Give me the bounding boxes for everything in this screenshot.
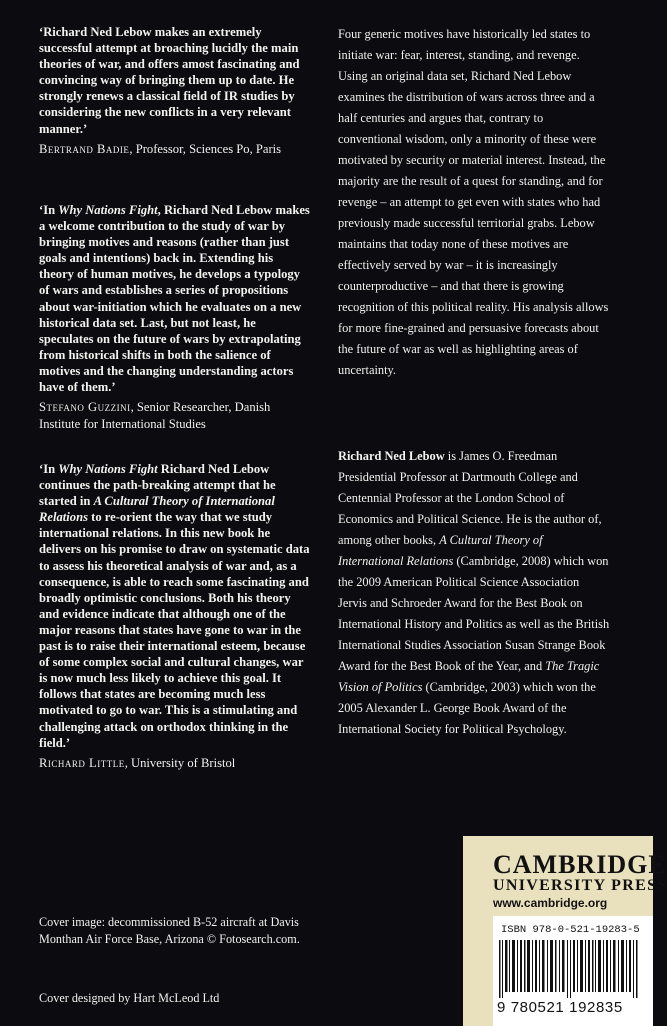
endorser-affiliation: , Professor, Sciences Po, Paris xyxy=(129,141,282,156)
barcode-area xyxy=(493,916,653,1026)
endorsement-3 xyxy=(39,461,311,771)
endorsement-attribution xyxy=(39,399,311,432)
endorser-affiliation: , Senior Researcher, Danish Institute for International Studies xyxy=(39,400,271,431)
publisher-subname: UNIVERSITY PRESS xyxy=(493,877,667,894)
endorsement-quote: ‘In Why Nations Fight Richard Ned Lebow continues the path-breaking attempt that he started in A Cultural Theory of International Relations to re-orient the way that we study international relations. In this new book he delivers on his promise to draw on systematic data to assess his theoretical analysis of war and, as a consequence, is able to reach some fascinating and broadly optimistic conclusions. Both his theory and evidence indicate that although one of the major reasons that states have gone to war in the past is to raise their international esteem, because of some complex social and cultural changes, war is now much less likely to achieve this goal. It follows that states are becoming much less motivated to go to war. This is a stimulating and challenging attack on orthodox thinking in the field.’ xyxy=(39,462,310,750)
publisher-url: www.cambridge.org xyxy=(493,896,608,910)
book-title: Why Nations Fight xyxy=(58,462,158,476)
barcode-digits: 9 780521 192835 xyxy=(497,999,623,1016)
endorsement-quote: ‘In Why Nations Fight, Richard Ned Lebow makes a welcome contribution to the study of war by bringing motives and reasons (rather than just goals and intentions) back in. Extending his theory of human motives, he develops a typology of wars and establishes a series of propositions about war-initiation which he evaluates on a new historical data set. Last, but not least, he speculates on the future of wars by extrapolating from historical shifts in both the salience of motives and the changing understanding actors have of them.’ xyxy=(39,203,310,395)
endorsement-attribution xyxy=(39,755,311,771)
endorser-name: Stefano Guzzini xyxy=(39,400,131,415)
publisher-panel xyxy=(463,836,667,1026)
cover-image-credit: Cover image: decommissioned B-52 aircraft at Davis Monthan Air Force Base, Arizona © Fotosearch.com. xyxy=(39,915,300,946)
endorsement-attribution xyxy=(39,141,311,157)
barcode-icon xyxy=(499,940,659,998)
book-title: A Cultural Theory of International Relations xyxy=(39,494,275,525)
book-blurb: Four generic motives have historically led states to initiate war: fear, interest, standing, and revenge. Using an original data set, Richard Ned Lebow examines the distribution of wars across three and a half centuries and argues that, contrary to conventional wisdom, only a minority of these were motivated by security or material interest. Instead, the majority are the result of a quest for standing, and for revenge – an attempt to get even with states who had previously made successful territorial grabs. Lebow maintains that today none of these motives are effectively served by war – it is increasingly counterproductive – and that there is growing recognition of this political reality. His analysis allows for more fine-grained and persuasive forecasts about the future of war as well as highlighting areas of uncertainty. xyxy=(338,27,609,377)
publisher-logo: CAMBRIDGE xyxy=(493,850,667,879)
endorsement-2 xyxy=(39,202,311,432)
endorsement-quote: ‘Richard Ned Lebow makes an extremely successful attempt at broaching lucidly the main theories of war, and offers amost fascinating and convincing way of bringing them up to date. He strongly renews a classical field of IR studies by considering the new conflicts in a very relevant manner.’ xyxy=(39,25,300,136)
book-title: The Tragic Vision of Politics xyxy=(338,659,600,694)
designer-credit: Cover designed by Hart McLeod Ltd xyxy=(39,991,220,1005)
author-bio: Richard Ned Lebow is James O. Freedman Presidential Professor at Dartmouth College and Centennial Professor at the London School of Economics and Political Science. He is the author of, among other books, A Cultural Theory of International Relations (Cambridge, 2008) which won the 2009 American Political Science Association Jervis and Schroeder Award for the Best Book on International History and Politics as well as the British International Studies Association Susan Strange Book Award for the Best Book of the Year, and The Tragic Vision of Politics (Cambridge, 2003) which won the 2005 Alexander L. George Book Award of the International Society for Political Psychology. xyxy=(338,449,610,736)
author-name: Richard Ned Lebow xyxy=(338,449,445,463)
book-title: A Cultural Theory of International Relations xyxy=(338,533,543,568)
endorser-affiliation: , University of Bristol xyxy=(124,755,236,770)
endorser-name: Bertrand Badie xyxy=(39,141,130,156)
endorser-name: Richard Little xyxy=(39,755,125,770)
endorsement-1 xyxy=(39,24,311,157)
description-column xyxy=(338,24,610,736)
book-title: Why Nations Fight xyxy=(58,203,158,217)
endorsements-column xyxy=(39,24,311,770)
isbn-label: ISBN 978-0-521-19283-5 xyxy=(501,924,640,936)
